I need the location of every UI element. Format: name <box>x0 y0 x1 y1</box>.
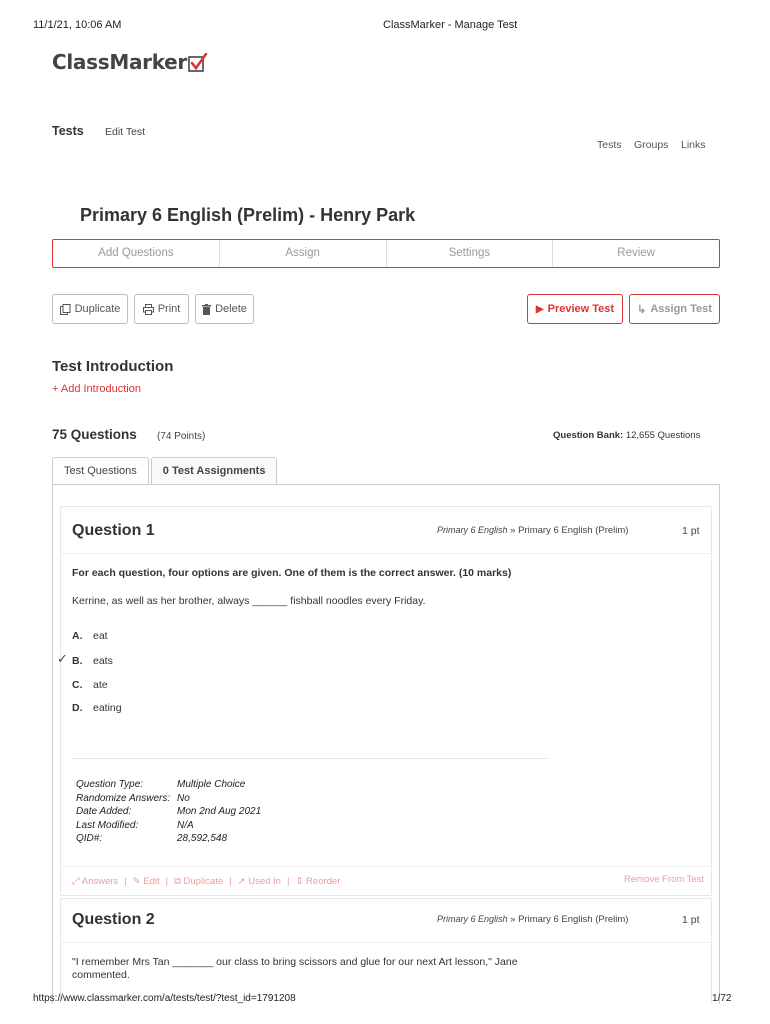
meta-value: 28,592,548 <box>177 833 228 844</box>
divider <box>60 866 712 867</box>
question-bank[interactable] <box>553 430 700 441</box>
option-text: ate <box>93 679 108 691</box>
add-introduction-link[interactable]: + Add Introduction <box>52 383 141 395</box>
meta-label: Randomize Answers: <box>76 792 171 804</box>
meta-label: Last Modified: <box>76 819 139 831</box>
print-page-number: 1/72 <box>712 993 732 1004</box>
answers-label: Answers <box>81 876 119 887</box>
question-2-text-line2: commented. <box>72 969 130 981</box>
reorder-icon: ⇕ <box>295 876 304 887</box>
question-1-meta-values <box>177 778 261 846</box>
pencil-icon: ✎ <box>132 876 141 887</box>
duplicate-link-label: Duplicate <box>183 876 224 887</box>
assign-test-button[interactable] <box>629 294 720 324</box>
nav-right-tests[interactable]: Tests <box>597 139 622 151</box>
question-bank-value: 12,655 Questions <box>625 430 701 441</box>
duplicate-link[interactable] <box>174 876 223 887</box>
used-in-label: Used In <box>248 876 281 887</box>
question-1-text: Kerrine, as well as her brother, always ______ fishball noodles every Friday. <box>72 595 426 607</box>
print-url: https://www.classmarker.com/a/tests/test/?test_id=1791208 <box>33 993 296 1004</box>
print-icon <box>143 304 154 315</box>
intro-heading: Test Introduction <box>52 358 174 375</box>
play-icon: ▶ <box>535 303 544 315</box>
print-datetime: 11/1/21, 10:06 AM <box>33 19 122 31</box>
option-a <box>72 630 108 642</box>
option-text: eat <box>93 630 108 642</box>
correct-check-icon: ✓ <box>57 651 68 666</box>
checkbox-logo-icon <box>188 53 208 73</box>
meta-label: Question Type: <box>76 779 144 790</box>
step-tabs <box>52 239 720 268</box>
question-tabs <box>52 457 277 485</box>
question-1-heading: Question 1 <box>72 522 155 539</box>
question-count: 75 Questions <box>52 427 137 442</box>
question-2-heading: Question 2 <box>72 911 155 928</box>
delete-button[interactable] <box>195 294 254 324</box>
print-label: Print <box>157 303 181 315</box>
question-1-category[interactable] <box>437 525 628 536</box>
step-settings[interactable]: Settings <box>387 240 554 267</box>
reorder-link[interactable] <box>295 876 340 887</box>
edit-link[interactable] <box>133 876 160 887</box>
question-2-text-line1: "I remember Mrs Tan _______ our class to bring scissors and glue for our next Art lesson," Jane <box>72 956 518 968</box>
share-arrow-icon: ↳ <box>637 303 647 316</box>
logo-text: ClassMarker <box>52 50 187 74</box>
tab-test-questions[interactable]: Test Questions <box>52 457 149 485</box>
trash-icon <box>202 304 211 315</box>
category-parent: Primary 6 English <box>437 914 508 924</box>
preview-test-button[interactable] <box>527 294 623 324</box>
step-add-questions[interactable]: Add Questions <box>53 240 220 267</box>
meta-label: QID#: <box>76 833 103 844</box>
question-1-actions <box>72 876 340 887</box>
edit-label: Edit <box>143 876 160 887</box>
divider <box>72 758 547 759</box>
duplicate-label: Duplicate <box>74 303 121 315</box>
answers-link[interactable] <box>72 876 118 887</box>
question-1-instruction: For each question, four options are given. One of them is the correct answer. (10 marks) <box>72 567 512 579</box>
step-assign[interactable]: Assign <box>220 240 387 267</box>
option-text: eats <box>93 655 113 667</box>
expand-icon: ⤢ <box>72 876 80 887</box>
duplicate-icon: ⧉ <box>174 876 181 887</box>
option-b <box>72 655 113 667</box>
classmarker-logo[interactable] <box>52 50 208 74</box>
category-child: Primary 6 English (Prelim) <box>518 525 629 536</box>
option-letter: D. <box>72 702 83 714</box>
category-parent: Primary 6 English <box>437 525 508 535</box>
nav-tests[interactable]: Tests <box>52 124 84 138</box>
test-title: Primary 6 English (Prelim) - Henry Park <box>80 205 416 225</box>
category-separator: » <box>510 914 516 925</box>
option-text: eating <box>93 702 122 714</box>
option-letter: C. <box>72 679 83 691</box>
action-separator: | <box>286 876 290 887</box>
tab-test-assignments[interactable]: 0 Test Assignments <box>151 457 278 485</box>
meta-label: Date Added: <box>76 806 132 817</box>
duplicate-icon <box>60 304 71 315</box>
category-child: Primary 6 English (Prelim) <box>518 914 629 925</box>
divider <box>60 553 712 554</box>
action-separator: | <box>229 876 232 887</box>
action-separator: | <box>165 876 169 887</box>
question-1-meta-labels <box>76 778 170 846</box>
category-separator: » <box>510 525 516 536</box>
share-icon: ➚ <box>237 876 246 887</box>
divider <box>60 942 712 943</box>
meta-value: Mon 2nd Aug 2021 <box>177 806 262 817</box>
nav-groups[interactable]: Groups <box>634 139 669 151</box>
meta-value: No <box>177 792 190 804</box>
step-review[interactable]: Review <box>617 247 655 259</box>
delete-label: Delete <box>215 303 247 315</box>
used-in-link[interactable] <box>238 876 281 887</box>
question-1-points: 1 pt <box>682 525 700 537</box>
print-button[interactable] <box>134 294 189 324</box>
reorder-label: Reorder <box>306 876 341 887</box>
nav-edit-test[interactable]: Edit Test <box>105 126 146 138</box>
question-2-category[interactable] <box>437 914 628 925</box>
option-d <box>72 702 122 714</box>
option-letter: A. <box>72 630 83 642</box>
option-letter: B. <box>72 655 83 667</box>
action-separator: | <box>124 876 127 887</box>
nav-links[interactable]: Links <box>681 139 706 151</box>
question-bank-label: Question Bank: <box>553 430 624 441</box>
meta-value: Multiple Choice <box>177 779 246 790</box>
option-c <box>72 679 108 691</box>
question-2-points: 1 pt <box>682 914 700 926</box>
remove-from-test-link[interactable]: Remove From Test <box>624 874 705 885</box>
preview-label: Preview Test <box>547 303 615 315</box>
points-total: (74 Points) <box>157 431 206 442</box>
duplicate-button[interactable] <box>52 294 128 324</box>
meta-value: N/A <box>177 819 194 831</box>
print-page-title: ClassMarker - Manage Test <box>383 19 518 31</box>
assign-label: Assign Test <box>650 303 712 315</box>
